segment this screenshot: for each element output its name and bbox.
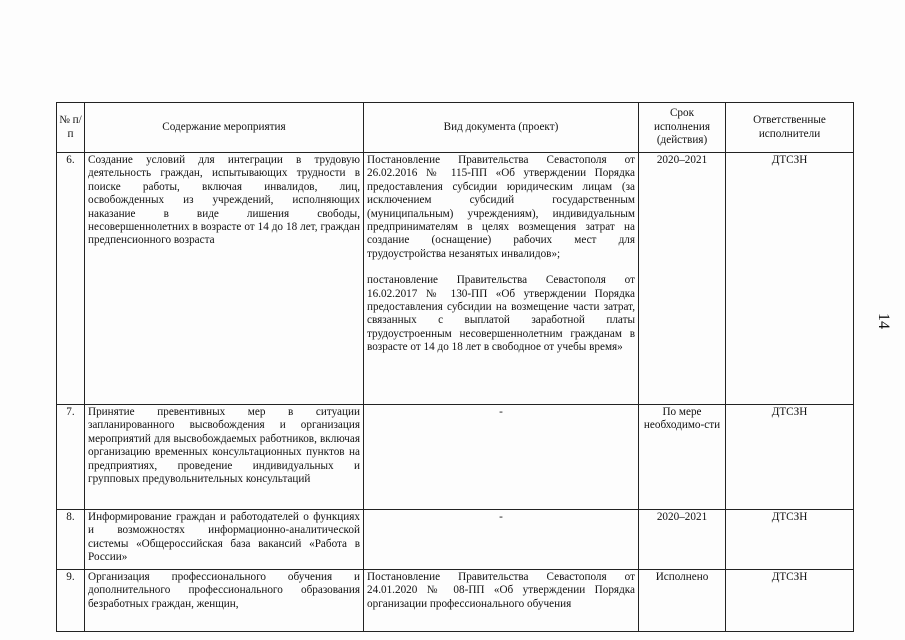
row-responsible: ДТСЗН: [726, 405, 854, 510]
row-document: -: [364, 405, 639, 510]
row-term: 2020–2021: [639, 510, 726, 570]
document-paragraph: постановление Правительства Севастополя от 16.02.2017 № 130-ПП «Об утверждении Порядка предоставления субсидии на возмещение части затрат, связанных с выплатой заработной платы трудоустроенным несовершеннолетним гражданам в возрасте от 14 до 18 лет в свободное от учебы время»: [367, 274, 635, 354]
table-row: [57, 510, 854, 570]
document-paragraph: Постановление Правительства Севастополя от 26.02.2016 № 115-ПП «Об утверждении Порядка предоставления субсидии юридическим лицам (за исключением субсидий государственным (муниципальным) учреждениям), индивидуальным предпринимателям в целях возмещения затрат на создание (оснащение) рабочих мест для трудоустройства незанятых инвалидов»;: [367, 154, 635, 260]
header-num: № п/п: [57, 103, 85, 153]
header-term: Срок исполнения (действия): [639, 103, 726, 153]
row-content: Создание условий для интеграции в трудовую деятельность граждан, испытывающих трудности в поиске работы, включая инвалидов, лиц, освобожденных из учреждений, исполняющих наказание в виде лишения свободы, несовершеннолетних в возрасте от 14 до 18 лет, граждан предпенсионного возраста: [85, 153, 364, 405]
table-row: [57, 570, 854, 632]
table-row: [57, 153, 854, 405]
row-content: Принятие превентивных мер в ситуации запланированного высвобождения и организация мероприятий для высвобождаемых работников, включая организацию временных консультационных пунктов на предприятиях, проведение индивидуальных и групповых предувольнительных консультаций: [85, 405, 364, 510]
row-number: 9.: [57, 570, 85, 632]
row-term: Исполнено: [639, 570, 726, 632]
header-resp: Ответственные исполнители: [726, 103, 854, 153]
row-term: 2020–2021: [639, 153, 726, 405]
row-responsible: ДТСЗН: [726, 510, 854, 570]
row-number: 8.: [57, 510, 85, 570]
row-document: -: [364, 510, 639, 570]
row-responsible: ДТСЗН: [726, 570, 854, 632]
row-number: 7.: [57, 405, 85, 510]
header-content: Содержание мероприятия: [85, 103, 364, 153]
row-document: Постановление Правительства Севастополя от 24.01.2020 № 08-ПП «Об утверждении Порядка организации профессионального обучения: [364, 570, 639, 632]
row-document: [364, 153, 639, 405]
row-content: Информирование граждан и работодателей о функциях и возможностях информационно-аналитической системы «Общероссийская база вакансий «Работа в России»: [85, 510, 364, 570]
row-number: 6.: [57, 153, 85, 405]
table-header-row: [57, 103, 854, 153]
page-number: 14: [875, 313, 892, 329]
row-content: Организация профессионального обучения и дополнительного профессионального образования безработных граждан, женщин,: [85, 570, 364, 632]
row-responsible: ДТСЗН: [726, 153, 854, 405]
table-row: [57, 405, 854, 510]
measures-table: [56, 102, 854, 632]
row-term: По мере необходимо-сти: [639, 405, 726, 510]
header-doc: Вид документа (проект): [364, 103, 639, 153]
